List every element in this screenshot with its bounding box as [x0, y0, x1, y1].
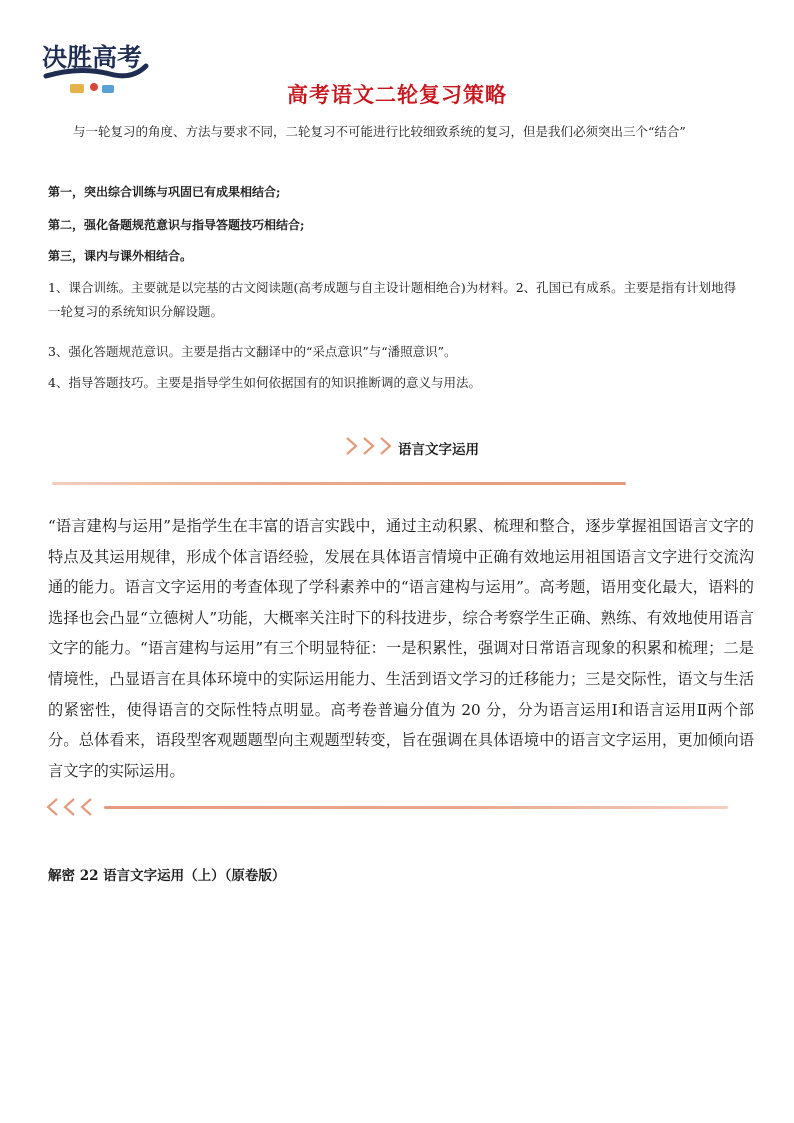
strategy-item: 第三，课内与课外相结合。	[48, 249, 193, 263]
point-item: 4、指导答题技巧。主要是指导学生如何依据国有的知识推断调的意义与用法。	[48, 375, 481, 390]
section-title: 语言文字运用	[398, 442, 479, 458]
page-title: 高考语文二轮复习策略	[287, 83, 507, 107]
section-divider-bottom	[104, 806, 728, 809]
chevron-left-icon	[44, 797, 100, 817]
strategy-item: 第二，强化备题规范意识与指导答题技巧相结合;	[48, 218, 305, 232]
point-item: 1、课合训练。主要就是以完基的古文阅读题(高考成题与自主设计题相绝合)为材料。2、孔国已有成系。主要是指有计划地得一轮复习的系统知识分解设题。	[48, 280, 737, 319]
section-header	[0, 432, 794, 460]
chevron-right-icon	[344, 436, 398, 456]
subheading: 解密 22 语言文字运用（上）（原卷版）	[48, 868, 286, 884]
strategy-item: 第一，突出综合训练与巩固已有成果相结合;	[48, 185, 281, 199]
intro-paragraph: 与一轮复习的角度、方法与要求不同，二轮复习不可能进行比较细致系统的复习，但是我们必须突出三个“结合”	[73, 124, 686, 139]
section-footer	[44, 795, 694, 821]
point-item: 3、强化答题规范意识。主要是指古文翻译中的“采点意识”与“潘照意识”。	[48, 344, 457, 359]
section-body: “语言建构与运用”是指学生在丰富的语言实践中，通过主动积累、梳理和整合，逐步掌握祖国语言文字的特点及其运用规律，形成个体言语经验，发展在具体语言情境中正确有效地运用祖国语言文字进行交流沟通的能力。语言文字运用的考查体现了学科素养中的“语言建构与运用”。高考题，语用变化最大，语料的选择也会凸显“立德树人”功能，大概率关注时下的科技进步，综合考察学生正确、熟练、有效地使用语言文字的能力。“语言建构与运用”有三个明显特征：一是积累性，强调对日常语言现象的积累和梳理；二是情境性，凸显语言在具体环境中的实际运用能力、生活到语文学习的迁移能力；三是交际性，语文与生活的紧密性，使得语言的交际性特点明显。高考卷普遍分值为 20 分，分为语言运用Ⅰ和语言运用Ⅱ两个部分。总体看来，语段型客观题题型向主观题型转变，旨在强调在具体语境中的语言文字运用，更加倾向语言文字的实际运用。	[48, 517, 754, 780]
brand-logo-text: 决胜高考	[42, 43, 143, 72]
section-divider-top	[52, 482, 626, 485]
